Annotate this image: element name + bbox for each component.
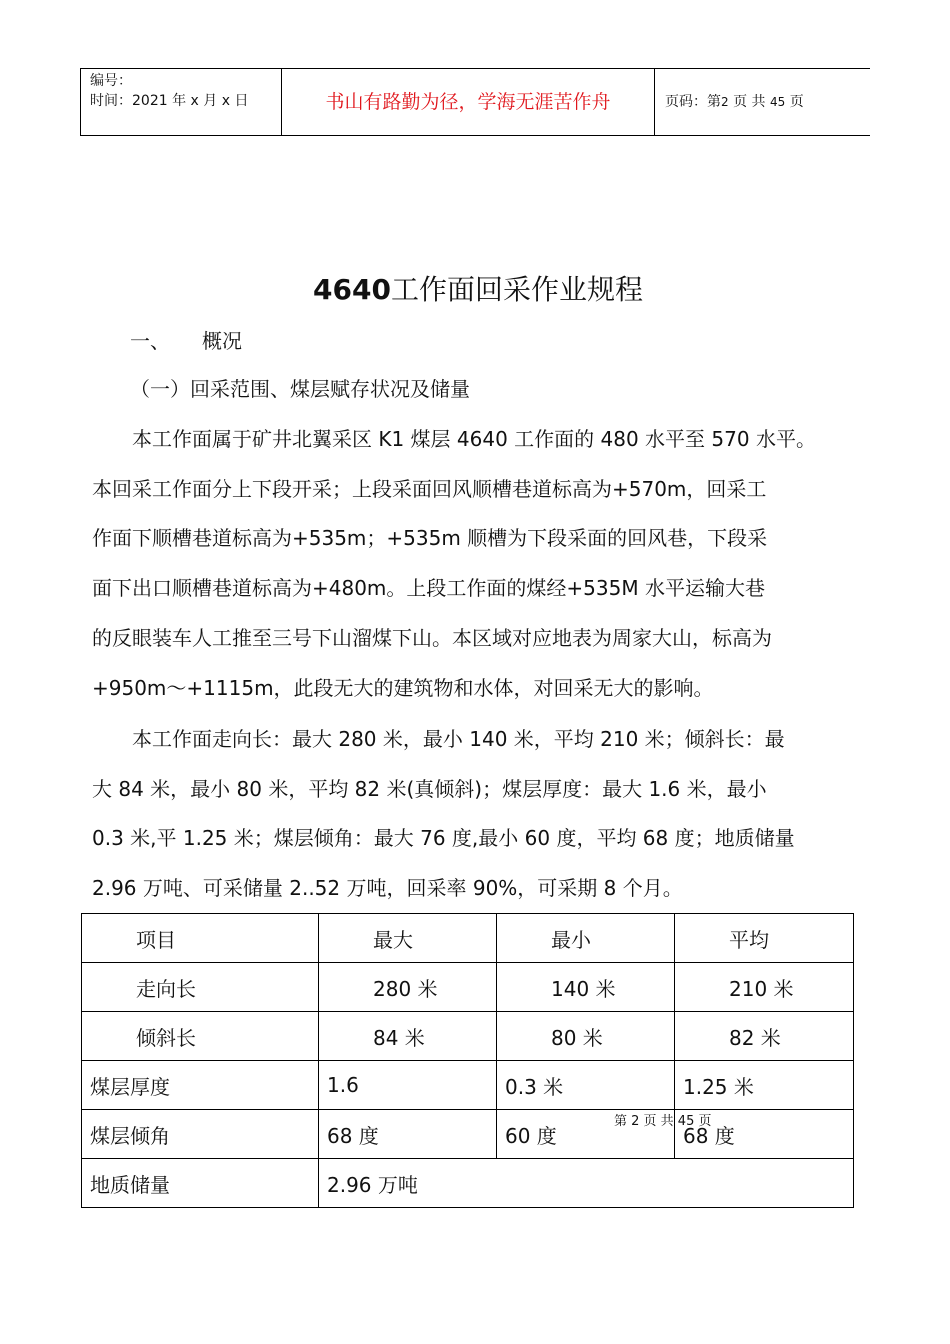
table-cell: 倾斜长 xyxy=(82,1012,319,1061)
table-cell: 2.96 万吨 xyxy=(319,1159,854,1208)
document-title xyxy=(0,270,950,310)
paragraph-line: 作面下顺槽巷道标高为+535m；+535m 顺槽为下段采面的回风巷，下段采 xyxy=(92,526,768,551)
table-cell: 68 度 xyxy=(675,1110,854,1159)
table-cell: 煤层倾角 xyxy=(82,1110,319,1159)
dimensions-paragraph xyxy=(92,715,867,914)
table-cell: 0.3 米 xyxy=(497,1061,675,1110)
header-page-info: 页码：第2 页 共 45 页 xyxy=(654,69,870,135)
paragraph-line: 本工作面走向长：最大 280 米，最小 140 米，平均 210 米；倾斜长：最 xyxy=(132,727,785,751)
paragraph-line: 大 84 米，最小 80 米，平均 82 米(真倾斜)；煤层厚度：最大 1.6 米，最小 xyxy=(92,776,767,801)
title-number: 4640 xyxy=(313,273,391,306)
table-header-cell: 项目 xyxy=(82,914,319,963)
table-cell: 80 米 xyxy=(497,1012,675,1061)
header-motto: 书山有路勤为径，学海无涯苦作舟 xyxy=(281,69,654,135)
table-cell: 210 米 xyxy=(675,963,854,1012)
table-cell: 280 米 xyxy=(319,963,497,1012)
table-row xyxy=(82,1012,854,1061)
paragraph-line: 0.3 米,平 1.25 米；煤层倾角：最大 76 度,最小 60 度，平均 68 度；地质储量 xyxy=(92,826,795,851)
table-row xyxy=(82,1159,854,1208)
doc-time-label: 时间：2021 年 x 月 x 日 xyxy=(90,93,249,109)
table-row xyxy=(82,963,854,1012)
scope-paragraph xyxy=(92,415,867,713)
subsection-heading: （一）回采范围、煤层赋存状况及储量 xyxy=(130,377,470,401)
table-cell: 1.6 xyxy=(319,1061,497,1110)
table-row xyxy=(82,1061,854,1110)
table-row xyxy=(82,1110,854,1159)
section-number: 一、 xyxy=(130,329,170,353)
parameters-table xyxy=(81,913,854,1208)
table-header-cell: 最小 xyxy=(497,914,675,963)
table-cell: 68 度 xyxy=(319,1110,497,1159)
table-cell: 煤层厚度 xyxy=(82,1061,319,1110)
table-header-cell: 平均 xyxy=(675,914,854,963)
doc-number-label: 编号： xyxy=(90,73,132,89)
paragraph-line: 2.96 万吨、可采储量 2..52 万吨，回采率 90%，可采期 8 个月。 xyxy=(92,876,683,901)
table-header-row xyxy=(82,914,854,963)
paragraph-line: +950m～+1115m，此段无大的建筑物和水体，对回采无大的影响。 xyxy=(92,675,714,700)
section-heading xyxy=(130,326,242,356)
header-meta-cell xyxy=(80,69,281,135)
table-cell: 82 米 xyxy=(675,1012,854,1061)
section-label: 概况 xyxy=(202,329,242,353)
page-footer: 第 2 页 共 45 页 xyxy=(614,1114,712,1129)
table-cell: 84 米 xyxy=(319,1012,497,1061)
table-header-cell: 最大 xyxy=(319,914,497,963)
paragraph-line: 本回采工作面分上下段开采；上段采面回风顺槽巷道标高为+570m，回采工 xyxy=(92,476,767,501)
paragraph-line: 本工作面属于矿井北翼采区 K1 煤层 4640 工作面的 480 水平至 570 水平。 xyxy=(132,427,816,451)
table-cell: 1.25 米 xyxy=(675,1061,854,1110)
paragraph-line: 的反眼装车人工推至三号下山溜煤下山。本区域对应地表为周家大山，标高为 xyxy=(92,625,772,650)
table-cell: 140 米 xyxy=(497,963,675,1012)
table-cell: 地质储量 xyxy=(82,1159,319,1208)
paragraph-line: 面下出口顺槽巷道标高为+480m。上段工作面的煤经+535M 水平运输大巷 xyxy=(92,576,765,601)
page-header xyxy=(80,68,870,136)
title-text: 工作面回采作业规程 xyxy=(390,273,643,306)
table-cell: 走向长 xyxy=(82,963,319,1012)
table-cell: 60 度 xyxy=(497,1110,675,1159)
